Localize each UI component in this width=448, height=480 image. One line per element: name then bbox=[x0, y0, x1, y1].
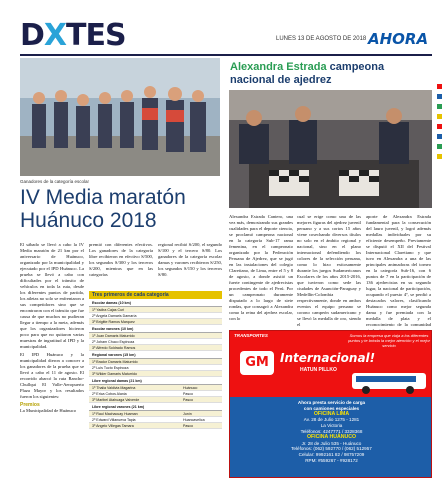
athlete-name: 1º Raul Machacuay Huaman bbox=[92, 411, 138, 416]
ad-office-lima-phone: Teléfonos: 4247771 / 3328368 bbox=[300, 428, 363, 434]
ad-slogan: Somos la empresa que viaja a los diferentes puntos y te brinda la mejor atención y el mejor servicio bbox=[348, 333, 430, 348]
athlete-name: 2º Edward Villanueva Tapia bbox=[92, 417, 136, 422]
chess-photo bbox=[229, 90, 432, 208]
athlete-region: Huánuco bbox=[183, 385, 198, 390]
athlete-region: Pasco bbox=[183, 391, 193, 396]
athlete-name: 3º Wilder Damaris Maturrido bbox=[92, 371, 138, 376]
chess-column-1 bbox=[229, 214, 293, 322]
ad-office-lima-district: La Victoria bbox=[320, 423, 343, 429]
chess-column-3 bbox=[366, 214, 431, 334]
chess-paragraph-1: Alexandra Estrada Cantero, una vez más, demostrando sus grandes cualidades para el deporte ciencia, se proclamó campeona nacional en la categoría Sub-17 rama femenina, en el campeonato organizado por la Federación Peruana de Ajedrez, que se jugó en las instalaciones del colegio Claretiano, de Lima, entre el 5 y 8 de agosto, a donde asistió un fuerte contingente de ajedrecistas procedentes de todo el Perú. Por un campeonato duramente disputado a lo largo de siete rondas, que consagró a Alexandra como la reina del ajedrez escolar, con lo bbox=[229, 214, 293, 321]
marathon-paragraph-2: El IPD Huánuco y la municipalidad dieron a conocer a los ganadores de la prueba que se llevó a cabo el 11 de agosto. El recorrido abarcó la ruta Rancho-Chullqui El Valle-Aeropuerto Plaza Mayor y los resultados fueron los siguientes: bbox=[20, 352, 84, 399]
marathon-paragraph-3: La Municipalidad de Huánuco bbox=[20, 408, 76, 413]
marathon-paragraph-5: regional recibió S/200, el segundo S/100 y el tercero S/80. Los ganadores de la categoría escolar damas y varones recibieron S/250, los segundos S/150 y los terceros S/80. bbox=[158, 242, 222, 277]
marathon-column-3 bbox=[158, 242, 222, 278]
swatch-mark bbox=[437, 154, 442, 159]
gm-logo-icon: GM bbox=[240, 351, 274, 375]
chess-column-2 bbox=[297, 214, 361, 328]
section-logo: DXTES bbox=[20, 18, 126, 53]
ad-office-huanuco-title: OFICINA HUÁNUCO bbox=[306, 433, 357, 440]
athlete-region bbox=[183, 360, 219, 364]
athlete-name: 3º Brigitte Ramos Marquez bbox=[92, 319, 135, 324]
athlete-region: Pasco bbox=[183, 423, 193, 428]
results-category-heading: Libre regional varones (21 km) bbox=[89, 403, 222, 411]
swatch-mark bbox=[437, 144, 442, 149]
athlete-region bbox=[183, 346, 219, 350]
athlete-region bbox=[183, 366, 219, 370]
results-table-title: Tres primeros de cada categoría bbox=[89, 291, 222, 299]
athlete-name: 1º Juan Damaris Maturrido bbox=[92, 333, 135, 338]
athlete-region bbox=[183, 314, 219, 318]
athlete-name: 2º Luis Tucto Espinoza bbox=[92, 365, 129, 370]
marathon-column-2 bbox=[89, 242, 153, 278]
athlete-region bbox=[183, 340, 219, 344]
chess-headline-rest: campeona nacional de ajedrez bbox=[230, 61, 385, 86]
chess-paragraph-2: cual se erige como una de las mejores figuras del ajedrez juvenil peruano y a sus cortos 15 años viene cosechando diversos títulos no solo en el ámbito regional y nacional, sino en el plano internacional defendiendo los colores de la selección peruana, como lo hizo exitosamente durante los juegos Sudamericanos Escolares de los años 2015-2016, que tuvieron como sede las ciudades de Asunción-Paraguay y Medellín-Colombia respectivamente, donde en ambos eventos el equipo peruano se corono campeón sudamericano y se llevó la medalla de oro, siendo el bbox=[297, 214, 361, 327]
athlete-name: 2º Angela Damaris Damaría bbox=[92, 313, 137, 318]
brand-logo: AHORA bbox=[368, 30, 429, 48]
swatch-mark bbox=[437, 94, 442, 99]
athlete-region bbox=[183, 308, 219, 312]
chess-headline-name: Alexandra Estrada bbox=[230, 61, 327, 73]
results-category-heading: Libre regional damas (21 km) bbox=[89, 377, 222, 385]
results-table bbox=[89, 291, 222, 429]
marathon-paragraph-4: premió con diferentes efectivos. Los ganadores de la categoría libre recibieron en efectivo S/500, los segundos S/300 y los terceros S/200, mientras que en las categorías bbox=[89, 242, 153, 277]
athlete-name: 3º Angelo Villegas Tamara bbox=[92, 423, 134, 428]
ad-blue-panel bbox=[230, 397, 432, 478]
color-registration-bar bbox=[437, 84, 442, 474]
results-table-body bbox=[89, 299, 222, 429]
premios-subhead: Premios bbox=[20, 402, 40, 408]
transport-advertisement bbox=[229, 330, 432, 478]
swatch-mark bbox=[437, 84, 442, 89]
athlete-region: Huancavelica bbox=[183, 417, 205, 422]
marathon-headline: IV Media maratón Huánuco 2018 bbox=[20, 186, 186, 232]
marathon-column-1 bbox=[20, 242, 84, 414]
swatch-mark bbox=[437, 124, 442, 129]
results-category-heading: Escolar varones (10 km) bbox=[89, 325, 222, 333]
athlete-name: 1º Thalia Valdivia Magarina bbox=[92, 385, 136, 390]
swatch-mark bbox=[437, 134, 442, 139]
ad-transport-label: TRANSPORTES bbox=[234, 333, 268, 338]
athlete-region bbox=[183, 320, 219, 324]
results-category-heading: Escolar damas (10 km) bbox=[89, 299, 222, 307]
athlete-name: 2º Erica Cobos Alania bbox=[92, 391, 127, 396]
bus-icon bbox=[350, 371, 430, 395]
ad-office-huanuco-phone: Teléfonos: (062) 592770 / (062) 512957 bbox=[291, 446, 372, 452]
ad-office-lima-title: OFICINA LIMA bbox=[313, 410, 350, 417]
results-category-rows bbox=[89, 411, 222, 429]
photo-caption: Ganadores de la categoría escolar bbox=[20, 179, 90, 184]
ad-line-2: con camiones especiales bbox=[303, 405, 360, 411]
results-category-rows bbox=[89, 359, 222, 377]
swatch-mark bbox=[437, 104, 442, 109]
ad-subtitle: HATUN PILLKO bbox=[300, 367, 337, 373]
chess-headline bbox=[230, 61, 430, 87]
athlete-name: 1º Yadira Cajas Curi bbox=[92, 307, 125, 312]
ad-office-huanuco-address: Jr. 28 de Julio 535 - Huánuco bbox=[301, 440, 362, 446]
ad-office-huanuco-rpm: RPM: #559267 - #928172 bbox=[305, 457, 358, 463]
marathon-winners-photo bbox=[20, 58, 220, 176]
ad-title: Internacional! bbox=[280, 351, 376, 365]
dateline: LUNES 13 DE AGOSTO DE 2018 bbox=[276, 36, 367, 42]
header-rule bbox=[20, 54, 432, 56]
ad-office-lima-address: Av. 28 de Julio 1275 - 1281 bbox=[303, 417, 360, 423]
athlete-name: 2º Joham Chuco Espinoza bbox=[92, 339, 135, 344]
ad-line-1: Ahora presta servicio de carga bbox=[297, 400, 366, 405]
swatch-mark bbox=[437, 114, 442, 119]
athlete-region bbox=[183, 334, 219, 338]
chess-paragraph-3: aporte de Alexandra Estrada fundamental para la consecución del lauro juvenil, y logró además medallas individuales por su eficiente desempeño. Previamente se disputó el XII del Festival Internacional Claretiano y que tuvo en Alexandra a una de las principales animadoras del torneo en la categoría Sub-16, con 6 puntos de 7 en la participación de 136 ajedrecistas en su segundo lugar, la nacional de participación, ocupando el puesto 4º, se perdió a destacados valores, clasificando Huánuco como mejor segunda dama y fue premiada con la medalla de plata y el reconocimiento de la comunidad bbox=[366, 214, 431, 327]
results-category-rows bbox=[89, 385, 222, 403]
ad-office-huanuco-cel: Celular: 9992161 82 / 98757209 bbox=[298, 452, 365, 458]
athlete-name: 1º Brador Damaris Maturrido bbox=[92, 359, 138, 364]
athlete-region: Junín bbox=[183, 411, 192, 416]
page-header bbox=[0, 18, 448, 54]
results-category-rows bbox=[89, 333, 222, 351]
athlete-name: 3º Alfredo Soldrado Ramos bbox=[92, 345, 136, 350]
results-category-rows bbox=[89, 307, 222, 325]
ad-red-panel bbox=[230, 331, 432, 397]
table-row bbox=[89, 423, 222, 429]
athlete-region: Pasco bbox=[183, 397, 193, 402]
athlete-region bbox=[183, 372, 219, 376]
results-category-heading: Regional varones (15 km) bbox=[89, 351, 222, 359]
marathon-paragraph-1: El sábado se llevó a cabo la IV Media maratón de 21 km por el aniversario de Huánuco, organizado por la municipalidad y ejecutado por el IPD Huánuco. La prueba se llevó a cabo con dificultades por el tránsito de vehículos en toda la ruta, desde los diferentes puntos de partida, los atletas no solo se enfrentaron a sus competidores sino que se encontraron con el tránsito que fue causa de que muchos no pudieran llegar a tiempo a la meta, además que los organizadores hicieron poco para que no quitaron varias muestras de ingratitud al IPD y la municipalidad. bbox=[20, 242, 84, 349]
athlete-name: 3º Maribel Atahuaga Valverde bbox=[92, 397, 140, 402]
